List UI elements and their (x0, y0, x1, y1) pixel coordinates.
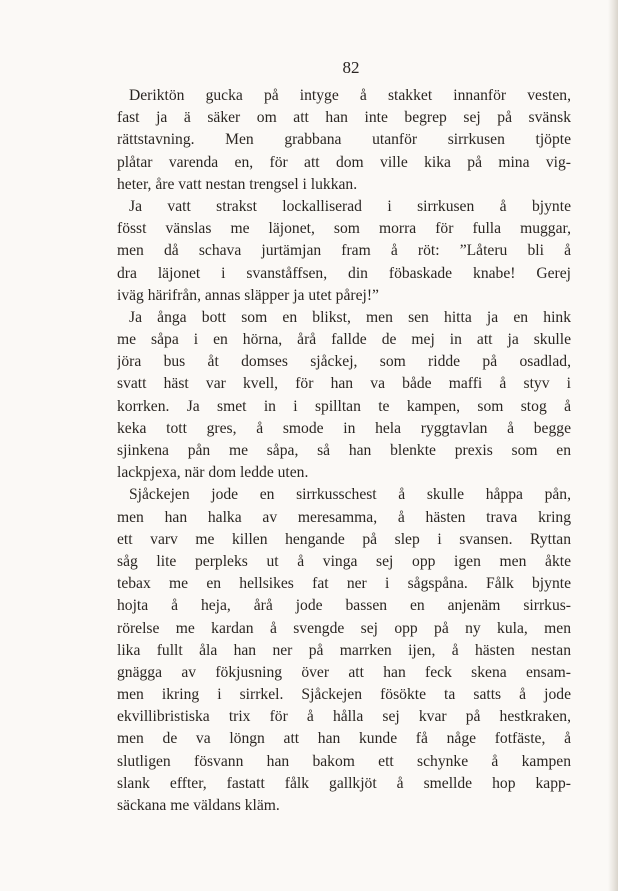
paragraph (117, 484, 571, 817)
text-line: ekvillibristiska trix för å hålla sej kvar på hestkraken, (117, 708, 571, 726)
text-line: men då schava jurtämjan fram å röt: ”Låteru bli å (117, 242, 571, 260)
text-line: men de va löngn att han kunde få någe fotfäste, å (117, 730, 571, 748)
paragraph (117, 307, 571, 485)
text-line: fast ja ä säker om att han inte begrep sej på svänsk (117, 109, 571, 127)
text-line: korrken. Ja smet in i spilltan te kampen, som stog å (117, 397, 571, 415)
text-line: fösst vänslas me läjonet, som morra för fulla muggar, (117, 220, 571, 238)
text-line: dra läjonet i svanståffsen, din föbaskade knabe! Gerej (117, 264, 571, 282)
text-line: slutligen fösvann han bakom ett schynke å kampen (117, 752, 571, 770)
text-line: ett varv me killen hengande på slep i svansen. Ryttan (117, 530, 571, 548)
text-line: Ja ånga bott som en blikst, men sen hitta ja en hink (129, 308, 571, 326)
text-line: lackpjexa, när dom ledde uten. (117, 464, 309, 482)
text-line: men ikring i sirrkel. Sjåckejen fösökte ta satts å jode (117, 686, 571, 704)
page-number: 82 (342, 58, 360, 77)
text-line: rörelse me kardan å svengde sej opp på ny kula, men (117, 619, 571, 637)
text-line: Deriktön gucka på intyge å stakket innanför vesten, (129, 87, 571, 104)
text-line: Sjåckejen jode en sirrkusschest å skulle håppa pån, (129, 486, 571, 504)
text-line: plåtar varenda en, för att dom ville kika på mina vig- (117, 153, 571, 171)
text-line: svatt häst var kvell, för han va både maffi å styv i (117, 375, 571, 393)
text-line: me såpa i en hörna, årå fallde de mej in att ja skulle (117, 331, 571, 349)
paragraph (117, 85, 571, 196)
text-line: jöra bus åt domses sjåckej, som ridde på osadlad, (117, 353, 571, 371)
paragraph (117, 196, 571, 307)
text-line: rättstavning. Men grabbana utanför sirrkusen tjöpte (117, 131, 571, 149)
text-line: heter, åre vatt nestan trengsel i lukkan. (117, 175, 358, 193)
text-line: iväg härifrån, annas släpper ja utet pårej!” (117, 286, 379, 304)
text-line: tebax me en hellsikes fat ner i sågspåna. Fålk bjynte (117, 575, 571, 593)
text-line: gnägga av fökjusning över att han feck skena ensam- (117, 663, 571, 681)
text-line: sjinkena pån me såpa, så han blenkte prexis som en (117, 442, 571, 459)
text-line: lika fullt åla han ner på marrken ijen, å hästen nestan (117, 641, 571, 659)
page-edge-shadow (608, 0, 618, 891)
text-line: slank effter, fastatt fålk gallkjöt å smellde hop kapp- (117, 774, 571, 792)
text-line: men han halka av meresamma, å hästen trava kring (117, 508, 571, 526)
text-line: hojta å heja, årå jode bassen en anjenäm sirrkus- (117, 597, 571, 615)
text-line: Ja vatt strakst lockalliserad i sirrkusen å bjynte (129, 197, 571, 215)
text-line: såg lite perpleks ut å vinga sej opp igen men åkte (117, 552, 571, 570)
text-line: säckana me väldans kläm. (117, 797, 280, 814)
body-text (117, 85, 571, 817)
text-line: keka tott gres, å smode in hela ryggtavlan å begge (117, 419, 571, 437)
